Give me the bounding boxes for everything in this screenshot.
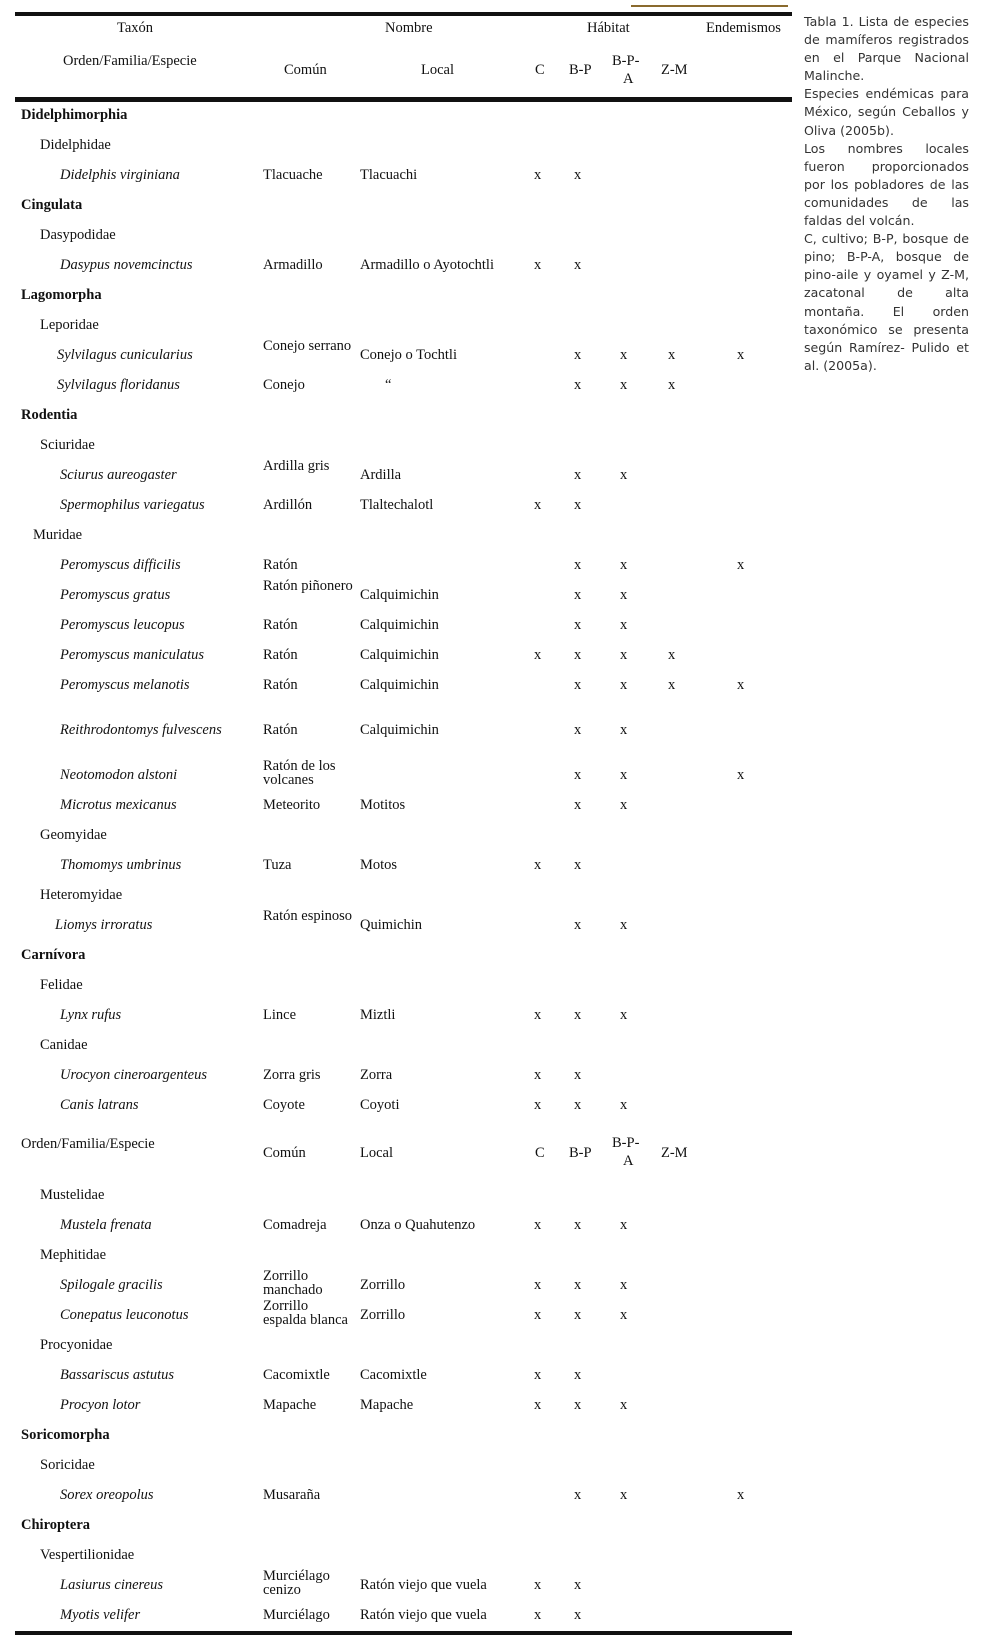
family-label: Vespertilionidae bbox=[40, 1547, 135, 1563]
local-name: Quimichin bbox=[360, 917, 423, 933]
habitat-bp-mark: x bbox=[574, 1307, 582, 1323]
species-name: Sciurus aureogaster bbox=[60, 467, 177, 483]
habitat-c-mark: x bbox=[534, 1007, 542, 1023]
accent-rule bbox=[631, 5, 788, 7]
habitat-bp-mark: x bbox=[574, 257, 582, 273]
habitat-bpa-mark: x bbox=[620, 377, 628, 393]
repeat-header-hab-bp: B-P bbox=[569, 1145, 592, 1161]
local-name: Calquimichin bbox=[360, 617, 439, 633]
caption-endemic-note: Especies endémicas para México, según Ceballos y Oliva (2005b). bbox=[804, 86, 969, 138]
order-label: Soricomorpha bbox=[21, 1427, 110, 1443]
species-name: Procyon lotor bbox=[60, 1397, 141, 1413]
common-name: Ratón bbox=[263, 722, 298, 738]
habitat-bp-mark: x bbox=[574, 1067, 582, 1083]
local-name: Cacomixtle bbox=[360, 1367, 427, 1383]
habitat-bp-mark: x bbox=[574, 857, 582, 873]
common-name: Ratón bbox=[263, 647, 298, 663]
species-name: Didelphis virginiana bbox=[60, 167, 180, 183]
local-name: Coyoti bbox=[360, 1097, 400, 1113]
habitat-zm-mark: x bbox=[668, 677, 676, 693]
caption-title: Tabla 1. Lista de especies de mamíferos registrados en el Parque Nacional Malinche. bbox=[804, 14, 969, 84]
repeat-header-comun: Común bbox=[263, 1145, 306, 1161]
habitat-c-mark: x bbox=[534, 1577, 542, 1593]
local-name: Calquimichin bbox=[360, 722, 439, 738]
habitat-bp-mark: x bbox=[574, 1607, 582, 1623]
family-label: Geomyidae bbox=[40, 827, 107, 843]
family-label: Canidae bbox=[40, 1037, 88, 1053]
header-habitat: Hábitat bbox=[587, 20, 630, 36]
habitat-c-mark: x bbox=[534, 857, 542, 873]
habitat-bpa-mark: x bbox=[620, 722, 628, 738]
common-name: Coyote bbox=[263, 1097, 305, 1113]
habitat-bp-mark: x bbox=[574, 917, 582, 933]
header-hab-bpa-1: B-P- bbox=[612, 53, 640, 69]
family-label: Dasypodidae bbox=[40, 227, 116, 243]
family-label: Heteromyidae bbox=[40, 887, 123, 903]
header-hab-bpa-2: A bbox=[623, 71, 634, 87]
habitat-bp-mark: x bbox=[574, 467, 582, 483]
common-name: Murciélago cenizo bbox=[263, 1568, 330, 1598]
top-rule bbox=[15, 12, 792, 16]
habitat-bp-mark: x bbox=[574, 1217, 582, 1233]
family-label: Leporidae bbox=[40, 317, 99, 333]
habitat-bp-mark: x bbox=[574, 347, 582, 363]
habitat-bpa-mark: x bbox=[620, 1097, 628, 1113]
species-name: Bassariscus astutus bbox=[60, 1367, 175, 1383]
common-name: Armadillo bbox=[263, 257, 323, 273]
table-caption bbox=[804, 13, 969, 375]
common-name: Cacomixtle bbox=[263, 1367, 330, 1383]
species-name: Sylvilagus cunicularius bbox=[57, 347, 193, 363]
family-label: Mustelidae bbox=[40, 1187, 105, 1203]
header-local: Local bbox=[421, 62, 455, 78]
order-label: Carnívora bbox=[21, 947, 86, 963]
common-name: Meteorito bbox=[263, 797, 321, 813]
endemic-mark: x bbox=[737, 557, 745, 573]
species-name: Microtus mexicanus bbox=[60, 797, 177, 813]
habitat-bpa-mark: x bbox=[620, 647, 628, 663]
common-name: Ratón espinoso bbox=[263, 908, 353, 924]
habitat-bp-mark: x bbox=[574, 767, 582, 783]
habitat-bp-mark: x bbox=[574, 647, 582, 663]
local-name: Conejo o Tochtli bbox=[360, 347, 457, 363]
order-label: Didelphimorphia bbox=[21, 107, 128, 123]
habitat-bpa-mark: x bbox=[620, 1307, 628, 1323]
local-name: Tlacuachi bbox=[360, 167, 418, 183]
family-label: Felidae bbox=[40, 977, 83, 993]
habitat-c-mark: x bbox=[534, 167, 542, 183]
habitat-c-mark: x bbox=[534, 1397, 542, 1413]
common-name: Ratón bbox=[263, 617, 298, 633]
species-name: Myotis velifer bbox=[60, 1607, 141, 1623]
local-name: Calquimichin bbox=[360, 647, 439, 663]
endemic-mark: x bbox=[737, 677, 745, 693]
species-name: Sylvilagus floridanus bbox=[57, 377, 180, 393]
habitat-c-mark: x bbox=[534, 647, 542, 663]
repeat-header-taxon-sub: Orden/Familia/Especie bbox=[21, 1136, 155, 1152]
habitat-bp-mark: x bbox=[574, 1487, 582, 1503]
bottom-rule bbox=[15, 1631, 792, 1635]
header-hab-bp: B-P bbox=[569, 62, 592, 78]
header-rule bbox=[15, 97, 792, 102]
local-name: Zorrillo bbox=[360, 1277, 406, 1293]
habitat-bp-mark: x bbox=[574, 1097, 582, 1113]
order-label: Lagomorpha bbox=[21, 287, 102, 303]
species-name: Peromyscus melanotis bbox=[60, 677, 190, 693]
caption-local-names-note: Los nombres locales fueron proporcionados por los pobladores de las comunidades de las faldas del volcán. bbox=[804, 140, 969, 229]
local-name: Tlaltechalotl bbox=[360, 497, 434, 513]
species-name: Canis latrans bbox=[60, 1097, 139, 1113]
species-name: Lasiurus cinereus bbox=[60, 1577, 163, 1593]
species-name: Neotomodon alstoni bbox=[60, 767, 178, 783]
local-name: Ratón viejo que vuela bbox=[360, 1607, 487, 1623]
header-endemismos: Endemismos bbox=[706, 20, 781, 36]
order-label: Rodentia bbox=[21, 407, 78, 423]
header-taxon: Taxón bbox=[117, 20, 154, 36]
header-hab-c: C bbox=[535, 62, 545, 78]
habitat-bpa-mark: x bbox=[620, 347, 628, 363]
common-name: Tuza bbox=[263, 857, 292, 873]
habitat-bp-mark: x bbox=[574, 587, 582, 603]
local-name: Miztli bbox=[360, 1007, 396, 1023]
local-name: Calquimichin bbox=[360, 677, 439, 693]
habitat-zm-mark: x bbox=[668, 377, 676, 393]
habitat-bpa-mark: x bbox=[620, 767, 628, 783]
common-name: Ardillón bbox=[263, 497, 313, 513]
family-label: Sciuridae bbox=[40, 437, 95, 453]
species-name: Peromyscus maniculatus bbox=[60, 647, 205, 663]
species-name: Spermophilus variegatus bbox=[60, 497, 205, 513]
common-name: Conejo serrano bbox=[263, 338, 352, 354]
endemic-mark: x bbox=[737, 1487, 745, 1503]
local-name: Motitos bbox=[360, 797, 406, 813]
endemic-mark: x bbox=[737, 767, 745, 783]
local-name: Zorrillo bbox=[360, 1307, 406, 1323]
family-label: Didelphidae bbox=[40, 137, 111, 153]
habitat-c-mark: x bbox=[534, 1307, 542, 1323]
local-name: Zorra bbox=[360, 1067, 393, 1083]
habitat-bpa-mark: x bbox=[620, 587, 628, 603]
endemic-mark: x bbox=[737, 347, 745, 363]
caption-habitat-legend: C, cultivo; B-P, bosque de pino; B-P-A, bosque de pino-aile y oyamel y Z-M, zacatonal de alta montaña. El orden taxonómico se presenta según Ramírez- Pulido et al. (2005a). bbox=[804, 231, 969, 373]
habitat-bpa-mark: x bbox=[620, 617, 628, 633]
species-name: Lynx rufus bbox=[60, 1007, 122, 1023]
family-label: Soricidae bbox=[40, 1457, 95, 1473]
family-label: Mephitidae bbox=[40, 1247, 107, 1263]
habitat-c-mark: x bbox=[534, 1367, 542, 1383]
local-name: Ardilla bbox=[360, 467, 402, 483]
species-name: Liomys irroratus bbox=[55, 917, 153, 933]
species-name: Spilogale gracilis bbox=[60, 1277, 163, 1293]
common-name: Lince bbox=[263, 1007, 297, 1023]
habitat-bpa-mark: x bbox=[620, 1397, 628, 1413]
habitat-zm-mark: x bbox=[668, 647, 676, 663]
habitat-bp-mark: x bbox=[574, 377, 582, 393]
habitat-bpa-mark: x bbox=[620, 1217, 628, 1233]
common-name: Ratón de los volcanes bbox=[263, 758, 336, 788]
repeat-header-hab-bpa-1: B-P- bbox=[612, 1135, 640, 1151]
local-name: “ bbox=[385, 377, 392, 393]
habitat-bp-mark: x bbox=[574, 1007, 582, 1023]
common-name: Ardilla gris bbox=[263, 458, 330, 474]
local-name: Mapache bbox=[360, 1397, 414, 1413]
habitat-bpa-mark: x bbox=[620, 1277, 628, 1293]
habitat-bp-mark: x bbox=[574, 677, 582, 693]
header-comun: Común bbox=[284, 62, 327, 78]
header-nombre: Nombre bbox=[385, 20, 433, 36]
repeat-header-local: Local bbox=[360, 1145, 394, 1161]
habitat-bpa-mark: x bbox=[620, 557, 628, 573]
habitat-bp-mark: x bbox=[574, 797, 582, 813]
species-name: Peromyscus gratus bbox=[60, 587, 171, 603]
habitat-c-mark: x bbox=[534, 1217, 542, 1233]
repeat-header-hab-c: C bbox=[535, 1145, 545, 1161]
habitat-bpa-mark: x bbox=[620, 1487, 628, 1503]
habitat-c-mark: x bbox=[534, 497, 542, 513]
species-name: Peromyscus difficilis bbox=[60, 557, 181, 573]
habitat-bp-mark: x bbox=[574, 1277, 582, 1293]
habitat-c-mark: x bbox=[534, 1607, 542, 1623]
local-name: Motos bbox=[360, 857, 398, 873]
header-taxon-sub: Orden/Familia/Especie bbox=[63, 53, 197, 69]
habitat-bpa-mark: x bbox=[620, 1007, 628, 1023]
habitat-bpa-mark: x bbox=[620, 677, 628, 693]
family-label: Muridae bbox=[33, 527, 83, 543]
local-name: Onza o Quahutenzo bbox=[360, 1217, 476, 1233]
habitat-bpa-mark: x bbox=[620, 467, 628, 483]
habitat-bp-mark: x bbox=[574, 1397, 582, 1413]
habitat-bpa-mark: x bbox=[620, 917, 628, 933]
habitat-c-mark: x bbox=[534, 1277, 542, 1293]
common-name: Tlacuache bbox=[263, 167, 323, 183]
common-name: Murciélago bbox=[263, 1607, 330, 1623]
repeat-header-hab-zm: Z-M bbox=[661, 1145, 688, 1161]
species-name: Conepatus leuconotus bbox=[60, 1307, 189, 1323]
habitat-bp-mark: x bbox=[574, 167, 582, 183]
species-name: Reithrodontomys fulvescens bbox=[60, 722, 222, 738]
common-name: Zorrillo manchado bbox=[263, 1268, 323, 1298]
species-name: Dasypus novemcinctus bbox=[60, 257, 193, 273]
common-name: Ratón piñonero bbox=[263, 578, 353, 594]
family-label: Procyonidae bbox=[40, 1337, 113, 1353]
local-name: Ratón viejo que vuela bbox=[360, 1577, 487, 1593]
habitat-c-mark: x bbox=[534, 257, 542, 273]
species-name: Sorex oreopolus bbox=[60, 1487, 154, 1503]
common-name: Ratón bbox=[263, 677, 298, 693]
common-name: Zorra gris bbox=[263, 1067, 321, 1083]
habitat-zm-mark: x bbox=[668, 347, 676, 363]
habitat-c-mark: x bbox=[534, 1097, 542, 1113]
order-label: Cingulata bbox=[21, 197, 83, 213]
common-name: Comadreja bbox=[263, 1217, 327, 1233]
habitat-bpa-mark: x bbox=[620, 797, 628, 813]
common-name: Ratón bbox=[263, 557, 298, 573]
habitat-bp-mark: x bbox=[574, 557, 582, 573]
habitat-c-mark: x bbox=[534, 1067, 542, 1083]
common-name: Musaraña bbox=[263, 1487, 321, 1503]
habitat-bp-mark: x bbox=[574, 1367, 582, 1383]
common-name: Zorrillo espalda blanca bbox=[263, 1298, 348, 1328]
header-hab-zm: Z-M bbox=[661, 62, 688, 78]
repeat-header-hab-bpa-2: A bbox=[623, 1153, 634, 1169]
species-name: Mustela frenata bbox=[60, 1217, 152, 1233]
habitat-bp-mark: x bbox=[574, 722, 582, 738]
habitat-bp-mark: x bbox=[574, 617, 582, 633]
order-label: Chiroptera bbox=[21, 1517, 91, 1533]
habitat-bp-mark: x bbox=[574, 1577, 582, 1593]
species-name: Urocyon cineroargenteus bbox=[60, 1067, 207, 1083]
common-name: Mapache bbox=[263, 1397, 317, 1413]
species-name: Peromyscus leucopus bbox=[60, 617, 185, 633]
species-name: Thomomys umbrinus bbox=[60, 857, 182, 873]
habitat-bp-mark: x bbox=[574, 497, 582, 513]
local-name: Calquimichin bbox=[360, 587, 439, 603]
common-name: Conejo bbox=[263, 377, 305, 393]
local-name: Armadillo o Ayotochtli bbox=[360, 257, 494, 273]
